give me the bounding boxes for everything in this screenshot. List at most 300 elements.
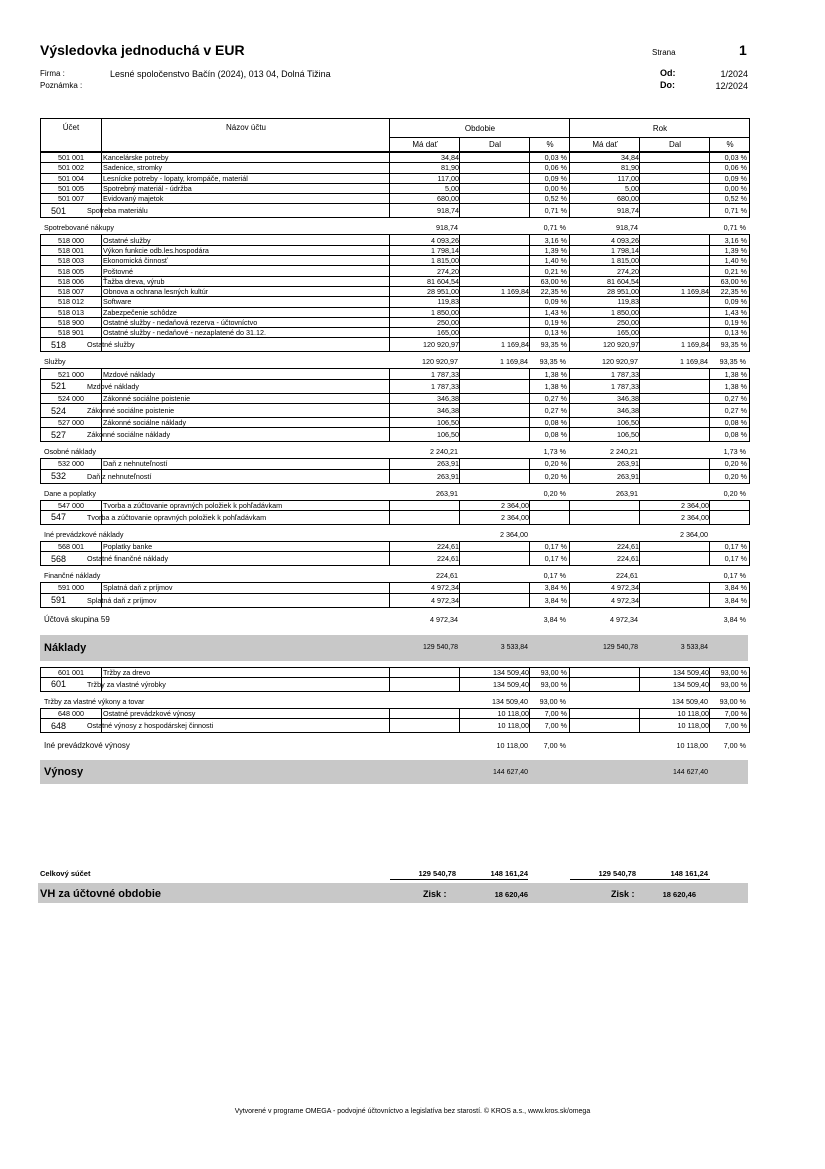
period-pct-header: % (546, 140, 554, 149)
account-number: 518 003 (58, 256, 84, 266)
year-pct-value: 0,09 % (724, 297, 747, 307)
table-row (40, 368, 750, 379)
account-number: 518 012 (58, 297, 84, 307)
period-debit-value: 1 850,00 (431, 307, 459, 317)
table-row (40, 234, 750, 245)
period-debit-value: 119,83 (437, 297, 459, 307)
account-name: Daň z nehnuteľností (103, 459, 168, 469)
year-credit-value: 2 364,00 (681, 500, 709, 510)
period-debit-value: 224,61 (436, 571, 458, 581)
account-name: Sadenice, stromky (103, 163, 163, 173)
table-row (40, 541, 750, 552)
period-debit-value: 250,00 (437, 318, 459, 327)
footer-note: Vytvorené v programe OMEGA - podvojné účtovníctvo a legislatíva bez starostí. © KROS a.s., www.kros.sk/omega (234, 1108, 591, 1115)
period-credit-value: 2 364,00 (500, 529, 528, 539)
section-total-band (40, 760, 748, 784)
year-credit-value: 134 509,40 (673, 679, 709, 689)
year-debit-value: 4 972,34 (610, 615, 638, 625)
account-name: Obnova a ochrana lesných kultúr (103, 287, 209, 297)
account-number: 591 000 (58, 583, 84, 593)
account-name: Ostatné prevádzkové výnosy (103, 708, 196, 718)
period-pct-value: 1,43 % (544, 307, 567, 317)
year-pct-value: 1,43 % (724, 307, 747, 317)
table-row (40, 458, 750, 469)
period-credit-value: 2 364,00 (501, 512, 529, 522)
year-pct-value: 0,09 % (724, 173, 747, 183)
year-pct-value: 0,08 % (724, 430, 747, 440)
period-credit-value: 10 118,00 (497, 708, 529, 718)
period-debit-value: 4 972,34 (430, 615, 458, 625)
account-name: Mzdové náklady (87, 381, 139, 391)
year-credit-value: 134 509,40 (673, 667, 709, 677)
period-pct-value: 3,84 % (544, 595, 567, 605)
year-debit-value: 224,61 (617, 542, 639, 552)
period-debit-value: 4 972,34 (431, 595, 459, 605)
group-total-row (40, 355, 748, 368)
account-name: Dane a poplatky (44, 488, 96, 498)
year-debit-value: 346,38 (617, 393, 639, 403)
account-name: Software (103, 297, 132, 307)
account-number: 527 (51, 429, 67, 440)
year-pct-value: 93,00 % (720, 667, 747, 677)
account-name: Ostatné služby (87, 340, 135, 350)
col-year-header: Rok (652, 124, 668, 133)
table-row (40, 582, 750, 593)
year-debit-value: 1 798,14 (611, 245, 639, 255)
table-row (40, 266, 750, 276)
account-number: 527 000 (58, 418, 84, 428)
profit-value-year: 18 620,46 (662, 890, 696, 899)
period-debit-value: 263,91 (437, 471, 459, 481)
year-credit-value: 2 364,00 (681, 512, 709, 522)
year-debit-value: 4 972,34 (611, 595, 639, 605)
table-row (40, 277, 750, 287)
account-name: Tvorba a zúčtovanie opravných položiek k pohľadávkam (87, 512, 267, 522)
period-credit-header: Dal (488, 140, 501, 149)
group-total-row (40, 569, 748, 582)
year-debit-value: 81 604,54 (607, 276, 639, 286)
grand-total-period-credit: 148 161,24 (490, 869, 528, 878)
account-summary-row (40, 470, 750, 484)
period-debit-value: 2 240,21 (430, 447, 458, 457)
account-number: 518 007 (58, 287, 84, 297)
period-pct-value: 0,09 % (544, 173, 567, 183)
year-pct-value: 3,84 % (724, 583, 747, 593)
year-pct-value: 0,52 % (724, 194, 747, 204)
group-total-row (40, 736, 748, 754)
table-row (40, 163, 750, 173)
period-debit-value: 5,00 (445, 184, 459, 194)
year-debit-value: 680,00 (617, 194, 639, 204)
year-pct-value: 3,16 % (724, 235, 747, 245)
table-row (40, 246, 750, 256)
account-name: Daň z nehnuteľností (87, 471, 152, 481)
profit-label-year: Zisk : (611, 889, 635, 899)
account-name: Ťažba dreva, výrub (103, 276, 165, 286)
period-debit-value: 28 951,00 (427, 287, 459, 297)
account-number: 547 (51, 512, 67, 523)
year-credit-value: 1 169,84 (681, 340, 709, 350)
account-summary-row (40, 404, 750, 418)
period-pct-value: 1,39 % (544, 245, 567, 255)
table-body (40, 152, 748, 784)
year-pct-value: 63,00 % (720, 276, 747, 286)
section-label: Výnosy (44, 766, 84, 779)
group-total-row (40, 695, 748, 708)
account-name: Ekonomická činnosť (103, 256, 168, 266)
group-total-row (40, 528, 748, 541)
period-credit-value: 10 118,00 (497, 721, 529, 731)
year-pct-value: 7,00 % (724, 708, 747, 718)
result-label: VH za účtovné obdobie (40, 888, 162, 900)
firm-value: Lesné spoločenstvo Bačín (2024), 013 04, Dolná Tižina (110, 69, 331, 79)
grand-total-label: Celkový súčet (40, 869, 91, 878)
account-name: Zabezpečenie schôdze (103, 307, 177, 317)
account-name: Mzdové náklady (103, 369, 155, 379)
note-label: Poznámka : (40, 81, 83, 90)
period-pct-value: 0,00 % (544, 184, 567, 194)
period-pct-value: 0,20 % (544, 459, 567, 469)
period-pct-value: 0,27 % (544, 393, 567, 403)
account-name: Iné prevádzkové náklady (44, 529, 124, 539)
year-credit-value: 2 364,00 (680, 529, 708, 539)
period-debit-value: 129 540,78 (422, 644, 458, 652)
account-number: 501 002 (58, 163, 84, 173)
to-value: 12/2024 (715, 81, 748, 91)
account-number: 591 (51, 595, 67, 606)
year-credit-value: 1 169,84 (681, 287, 709, 297)
account-name: Tvorba a zúčtovanie opravných položiek k pohľadávkam (103, 500, 283, 510)
year-debit-value: 263,91 (616, 488, 638, 498)
year-pct-value: 0,27 % (724, 406, 747, 416)
year-credit-value: 134 509,40 (672, 696, 708, 706)
year-debit-value: 250,00 (617, 318, 639, 327)
period-pct-value: 0,71 % (543, 223, 566, 233)
period-debit-value: 224,61 (437, 542, 459, 552)
income-statement-table (40, 118, 748, 784)
page-label: Strana (652, 48, 676, 57)
account-number: 524 (51, 405, 67, 416)
year-credit-header: Dal (668, 140, 681, 149)
group-total-row (40, 487, 748, 500)
period-pct-value: 1,38 % (544, 369, 567, 379)
year-pct-value: 0,21 % (724, 266, 747, 276)
table-row (40, 256, 750, 266)
account-number: 518 (51, 339, 67, 350)
table-row (40, 194, 750, 204)
period-pct-value: 93,35 % (539, 357, 566, 367)
account-name: Poplatky banke (103, 542, 153, 552)
account-name: Tržby za vlastné výrobky (87, 679, 166, 689)
table-row (40, 667, 750, 678)
account-number: 524 000 (58, 393, 84, 403)
account-number: 521 (51, 381, 67, 392)
grand-total-year-credit: 148 161,24 (670, 869, 708, 878)
period-pct-value: 0,17 % (544, 554, 567, 564)
year-debit-value: 106,50 (617, 418, 639, 428)
period-debit-value: 918,74 (437, 206, 459, 216)
year-pct-header: % (726, 140, 734, 149)
year-debit-value: 120 920,97 (602, 357, 638, 367)
account-number: 518 005 (58, 266, 84, 276)
period-pct-value: 7,00 % (543, 740, 566, 750)
year-debit-value: 34,84 (621, 153, 639, 163)
period-debit-value: 1 798,14 (431, 245, 459, 255)
period-debit-value: 81 604,54 (427, 276, 459, 286)
to-label: Do: (660, 80, 675, 90)
year-credit-value: 10 118,00 (676, 740, 708, 750)
period-pct-value: 0,17 % (544, 542, 567, 552)
period-pct-value: 1,38 % (544, 381, 567, 391)
table-row (40, 184, 750, 194)
period-debit-value: 81,90 (441, 163, 459, 173)
year-debit-value: 28 951,00 (607, 287, 639, 297)
year-pct-value: 93,35 % (720, 340, 747, 350)
from-value: 1/2024 (720, 69, 748, 79)
year-debit-value: 165,00 (617, 328, 639, 338)
table-header-row-2 (40, 138, 750, 152)
table-row (40, 297, 750, 307)
year-debit-value: 117,00 (617, 173, 639, 183)
year-pct-value: 1,38 % (724, 369, 747, 379)
period-credit-value: 134 509,40 (492, 696, 528, 706)
year-debit-value: 274,20 (617, 266, 639, 276)
period-pct-value: 1,40 % (544, 256, 567, 266)
period-debit-value: 4 093,26 (431, 235, 459, 245)
period-debit-header: Má dať (412, 140, 438, 149)
year-pct-value: 0,27 % (724, 393, 747, 403)
report-title: Výsledovka jednoduchá v EUR (40, 42, 245, 58)
period-pct-value: 93,00 % (540, 667, 567, 677)
period-debit-value: 263,91 (437, 459, 459, 469)
section-total-band (40, 635, 748, 661)
firm-label: Firma : (40, 69, 65, 78)
year-debit-value: 346,38 (617, 406, 639, 416)
table-row (40, 500, 750, 511)
account-summary-row (40, 594, 750, 608)
year-pct-value: 0,03 % (724, 153, 747, 163)
account-summary-row (40, 338, 750, 352)
account-name: Splatná daň z príjmov (87, 595, 157, 605)
period-debit-value: 1 787,33 (431, 369, 459, 379)
period-pct-value: 3,16 % (544, 235, 567, 245)
account-number: 518 900 (58, 318, 84, 327)
year-debit-value: 2 240,21 (610, 447, 638, 457)
account-number: 648 (51, 720, 67, 731)
account-number: 501 004 (58, 173, 84, 183)
period-debit-value: 1 787,33 (431, 381, 459, 391)
period-credit-value: 144 627,40 (492, 768, 528, 776)
year-debit-value: 224,61 (616, 571, 638, 581)
year-pct-value: 0,71 % (723, 223, 746, 233)
year-credit-value: 144 627,40 (672, 768, 708, 776)
year-debit-value: 106,50 (617, 430, 639, 440)
period-pct-value: 0,09 % (544, 297, 567, 307)
year-pct-value: 0,20 % (723, 488, 746, 498)
account-name: Zákonné sociálne poistenie (103, 393, 191, 403)
year-credit-value: 1 169,84 (680, 357, 708, 367)
account-name: Tržby za vlastné výkony a tovar (44, 696, 145, 706)
account-name: Zákonné sociálne náklady (87, 430, 171, 440)
period-credit-value: 134 509,40 (493, 679, 529, 689)
period-debit-value: 346,38 (437, 393, 459, 403)
account-summary-row (40, 678, 750, 692)
account-name: Zákonné sociálne poistenie (87, 406, 175, 416)
period-pct-value: 0,08 % (544, 430, 567, 440)
period-pct-value: 0,27 % (544, 406, 567, 416)
account-number: 501 (51, 205, 67, 216)
period-pct-value: 1,73 % (543, 447, 566, 457)
table-row (40, 418, 750, 428)
account-number: 648 000 (58, 708, 84, 718)
account-number: 532 000 (58, 459, 84, 469)
account-number: 501 001 (58, 153, 84, 163)
year-pct-value: 0,17 % (723, 571, 746, 581)
year-pct-value: 0,20 % (724, 471, 747, 481)
period-pct-value: 0,20 % (544, 471, 567, 481)
period-debit-value: 224,61 (437, 554, 459, 564)
table-row (40, 287, 750, 297)
col-period-header: Obdobie (464, 124, 496, 133)
period-pct-value: 3,84 % (544, 583, 567, 593)
year-pct-value: 0,17 % (724, 554, 747, 564)
period-credit-value: 1 169,84 (501, 340, 529, 350)
profit-label-period: Zisk : (423, 889, 447, 899)
account-number: 518 013 (58, 307, 84, 317)
account-summary-row (40, 380, 750, 394)
table-row (40, 708, 750, 719)
account-number: 518 901 (58, 328, 84, 338)
table-row (40, 394, 750, 404)
year-pct-value: 1,39 % (724, 245, 747, 255)
year-debit-value: 918,74 (616, 223, 638, 233)
account-name: Zákonné sociálne náklady (103, 418, 187, 428)
year-debit-value: 81,90 (621, 163, 639, 173)
year-pct-value: 0,19 % (724, 318, 747, 327)
year-pct-value: 0,00 % (724, 184, 747, 194)
account-name: Poštovné (103, 266, 133, 276)
year-pct-value: 93,00 % (720, 679, 747, 689)
period-debit-value: 263,91 (436, 488, 458, 498)
year-debit-value: 129 540,78 (602, 644, 638, 652)
from-label: Od: (660, 68, 676, 78)
account-name: Spotrebované nákupy (44, 223, 114, 233)
account-name: Služby (44, 357, 66, 367)
period-pct-value: 0,19 % (544, 318, 567, 327)
period-pct-value: 0,21 % (544, 266, 567, 276)
year-debit-value: 1 850,00 (611, 307, 639, 317)
period-debit-value: 117,00 (437, 173, 459, 183)
account-number: 518 000 (58, 235, 84, 245)
account-number: 501 005 (58, 184, 84, 194)
year-debit-value: 5,00 (625, 184, 639, 194)
year-pct-value: 0,06 % (724, 163, 747, 173)
account-name: Spotreba materiálu (87, 206, 148, 216)
account-name: Ostatné služby - nedaňová rezerva - účtovníctvo (103, 318, 258, 327)
year-credit-value: 10 118,00 (677, 721, 709, 731)
year-pct-value: 0,20 % (724, 459, 747, 469)
period-pct-value: 7,00 % (544, 708, 567, 718)
table-row (40, 328, 750, 338)
year-pct-value: 3,84 % (723, 615, 746, 625)
year-debit-header: Má dať (592, 140, 618, 149)
account-summary-row (40, 552, 750, 566)
period-pct-value: 93,00 % (539, 696, 566, 706)
table-row (40, 318, 750, 328)
year-pct-value: 3,84 % (724, 595, 747, 605)
period-pct-value: 0,03 % (544, 153, 567, 163)
period-pct-value: 0,17 % (543, 571, 566, 581)
period-pct-value: 0,06 % (544, 163, 567, 173)
account-name: Účtová skupina 59 (44, 615, 110, 625)
account-name: Ostatné finančné náklady (87, 554, 169, 564)
period-credit-value: 3 533,84 (500, 644, 528, 652)
account-name: Ostatné výnosy z hospodárskej činnosti (87, 721, 214, 731)
period-debit-value: 106,50 (437, 430, 459, 440)
account-name: Kancelárske potreby (103, 153, 169, 163)
page-number: 1 (739, 42, 747, 58)
year-pct-value: 1,73 % (723, 447, 746, 457)
year-pct-value: 7,00 % (723, 740, 746, 750)
account-number: 601 001 (58, 667, 84, 677)
year-debit-value: 263,91 (617, 459, 639, 469)
year-pct-value: 22,35 % (720, 287, 747, 297)
period-debit-value: 274,20 (437, 266, 459, 276)
account-number: 568 001 (58, 542, 84, 552)
account-number: 501 007 (58, 194, 84, 204)
account-name: Tržby za drevo (103, 667, 151, 677)
year-credit-value: 10 118,00 (677, 708, 709, 718)
year-pct-value: 1,40 % (724, 256, 747, 266)
year-pct-value: 1,38 % (724, 381, 747, 391)
account-summary-row (40, 428, 750, 442)
period-debit-value: 680,00 (437, 194, 459, 204)
period-pct-value: 0,13 % (544, 328, 567, 338)
year-pct-value: 0,13 % (724, 328, 747, 338)
group-total-row (40, 611, 748, 629)
col-name-header: Názov účtu (225, 123, 267, 132)
period-debit-value: 4 972,34 (431, 583, 459, 593)
table-row (40, 152, 750, 163)
account-name: Ostatné služby - nedaňové - nezaplatené do 31.12. (103, 328, 267, 338)
period-credit-value: 1 169,84 (501, 287, 529, 297)
account-name: Osobné náklady (44, 447, 96, 457)
period-debit-value: 34,84 (441, 153, 459, 163)
year-pct-value: 0,17 % (724, 542, 747, 552)
period-debit-value: 120 920,97 (422, 357, 458, 367)
year-debit-value: 4 972,34 (611, 583, 639, 593)
year-debit-value: 120 920,97 (603, 340, 639, 350)
year-debit-value: 263,91 (617, 471, 639, 481)
period-pct-value: 0,52 % (544, 194, 567, 204)
period-debit-value: 165,00 (437, 328, 459, 338)
account-name: Splatná daň z príjmov (103, 583, 173, 593)
account-summary-row (40, 719, 750, 733)
col-account-header: Účet (62, 123, 80, 132)
period-debit-value: 1 815,00 (431, 256, 459, 266)
account-number: 521 000 (58, 369, 84, 379)
year-debit-value: 224,61 (617, 554, 639, 564)
account-name: Výkon funkcie odb.les.hospodára (103, 245, 209, 255)
period-debit-value: 120 920,97 (423, 340, 459, 350)
account-name: Lesnícke potreby - lopaty, krompáče, materiál (103, 173, 248, 183)
year-debit-value: 119,83 (617, 297, 639, 307)
account-number: 518 006 (58, 276, 84, 286)
period-pct-value: 63,00 % (540, 276, 567, 286)
period-pct-value: 22,35 % (540, 287, 567, 297)
period-pct-value: 93,00 % (540, 679, 567, 689)
period-debit-value: 346,38 (437, 406, 459, 416)
